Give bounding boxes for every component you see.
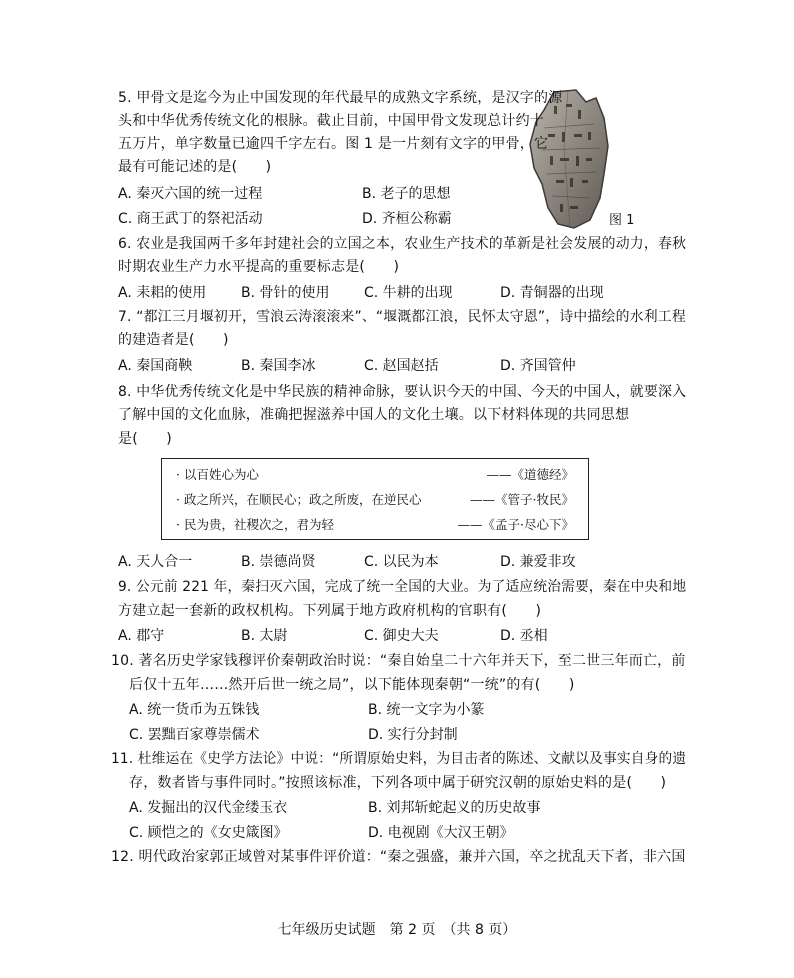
q6-option-d[interactable]: D. 青铜器的出现 bbox=[500, 285, 604, 301]
q9-line-2: 方建立起一套新的政权机构。下列属于地方政府机构的官职有( ) bbox=[118, 603, 542, 619]
q8-line-2: 了解中国的文化血脉，准确把握滋养中国人的文化土壤。以下材料体现的共同思想 bbox=[118, 407, 630, 423]
q5-option-a[interactable]: A. 秦灭六国的统一过程 bbox=[118, 186, 263, 202]
q5-line-2: 头和中华优秀传统文化的根脉。截止目前，中国甲骨文发现总计约十 bbox=[118, 113, 544, 129]
quote-1: · 以百姓心为心 bbox=[176, 467, 259, 482]
q5-option-c[interactable]: C. 商王武丁的祭祀活动 bbox=[118, 211, 263, 227]
quote-2-source: ——《管子·牧民》 bbox=[470, 492, 574, 507]
q9-option-b[interactable]: B. 太尉 bbox=[241, 628, 288, 644]
q5-line-1: 5. 甲骨文是迄今为止中国发现的年代最早的成熟文字系统，是汉字的源 bbox=[118, 90, 563, 106]
q10-line-2: 后仅十五年……然开后世一统之局”，以下能体现秦朝“一统”的有( ) bbox=[129, 677, 575, 693]
q6-option-b[interactable]: B. 骨针的使用 bbox=[241, 285, 330, 301]
q7-option-d[interactable]: D. 齐国管仲 bbox=[500, 358, 576, 374]
page-footer: 七年级历史试题 第 2 页 （共 8 页） bbox=[277, 922, 517, 938]
q9-line-1: 9. 公元前 221 年，秦扫灭六国，完成了统一全国的大业。为了适应统治需要，秦在中央和地 bbox=[118, 579, 687, 595]
q7-option-b[interactable]: B. 秦国李冰 bbox=[241, 358, 316, 374]
q8-option-c[interactable]: C. 以民为本 bbox=[364, 554, 439, 570]
q7-line-2: 的建造者是( ) bbox=[118, 332, 229, 348]
q8-line-3: 是( ) bbox=[118, 431, 172, 447]
quote-3: · 民为贵，社稷次之，君为轻 bbox=[176, 517, 334, 532]
q6-option-a[interactable]: A. 耒耜的使用 bbox=[118, 285, 207, 301]
q5-option-d[interactable]: D. 齐桓公称霸 bbox=[362, 211, 452, 227]
q11-option-d[interactable]: D. 电视剧《大汉王朝》 bbox=[368, 825, 514, 841]
quote-2: · 政之所兴，在顺民心；政之所废，在逆民心 bbox=[176, 492, 422, 507]
q8-option-d[interactable]: D. 兼爱非攻 bbox=[500, 554, 576, 570]
q10-option-b[interactable]: B. 统一文字为小篆 bbox=[368, 702, 485, 718]
q7-line-1: 7. “都江三月堰初开，雪浪云涛滚滚来”、“堰溉都江浪，民怀太守恩”，诗中描绘的水利工程 bbox=[118, 309, 686, 325]
q10-option-c[interactable]: C. 罢黜百家尊崇儒术 bbox=[129, 727, 260, 743]
quote-box bbox=[161, 458, 589, 540]
q5-option-b[interactable]: B. 老子的思想 bbox=[362, 186, 451, 202]
q11-option-c[interactable]: C. 顾恺之的《女史箴图》 bbox=[129, 825, 288, 841]
q11-option-b[interactable]: B. 刘邦斩蛇起义的历史故事 bbox=[368, 800, 541, 816]
q8-option-b[interactable]: B. 崇德尚贤 bbox=[241, 554, 316, 570]
q11-line-2: 存，数者皆与事件同时。”按照该标准，下列各项中属于研究汉朝的原始史料的是( ) bbox=[129, 775, 667, 791]
q9-option-c[interactable]: C. 御史大夫 bbox=[364, 628, 439, 644]
quote-3-source: ——《孟子·尽心下》 bbox=[457, 517, 574, 532]
q8-line-1: 8. 中华优秀传统文化是中华民族的精神命脉，要认识今天的中国、今天的中国人，就要深入 bbox=[118, 384, 687, 400]
q11-line-1: 11. 杜维运在《史学方法论》中说：“所谓原始史料，为目击者的陈述、文献以及事实自身的遗 bbox=[111, 751, 687, 767]
q7-option-c[interactable]: C. 赵国赵括 bbox=[364, 358, 439, 374]
q8-option-a[interactable]: A. 天人合一 bbox=[118, 554, 193, 570]
q12-line-1: 12. 明代政治家郭正域曾对某事件评价道：“秦之强盛，兼并六国，卒之扰乱天下者，非六国 bbox=[111, 849, 686, 865]
q9-option-a[interactable]: A. 郡守 bbox=[118, 628, 165, 644]
q6-option-c[interactable]: C. 牛耕的出现 bbox=[364, 285, 453, 301]
q6-line-2: 时期农业生产力水平提高的重要标志是( ) bbox=[118, 259, 400, 275]
q5-line-3: 五万片，单字数量已逾四千字左右。图 1 是一片刻有文字的甲骨，它 bbox=[118, 136, 549, 152]
quote-1-source: ——《道德经》 bbox=[486, 467, 574, 482]
q6-line-1: 6. 农业是我国两千多年封建社会的立国之本，农业生产技术的革新是社会发展的动力，春秋 bbox=[118, 236, 687, 252]
q7-option-a[interactable]: A. 秦国商鞅 bbox=[118, 358, 193, 374]
q10-line-1: 10. 著名历史学家钱穆评价秦朝政治时说：“秦自始皇二十六年并天下，至二世三年而亡，前 bbox=[111, 653, 686, 669]
q10-option-a[interactable]: A. 统一货币为五铢钱 bbox=[129, 702, 260, 718]
figure-label: 图 1 bbox=[609, 213, 635, 228]
q11-option-a[interactable]: A. 发掘出的汉代金缕玉衣 bbox=[129, 800, 288, 816]
q10-option-d[interactable]: D. 实行分封制 bbox=[368, 727, 458, 743]
q9-option-d[interactable]: D. 丞相 bbox=[500, 628, 548, 644]
q5-line-4: 最有可能记述的是( ) bbox=[118, 159, 272, 175]
